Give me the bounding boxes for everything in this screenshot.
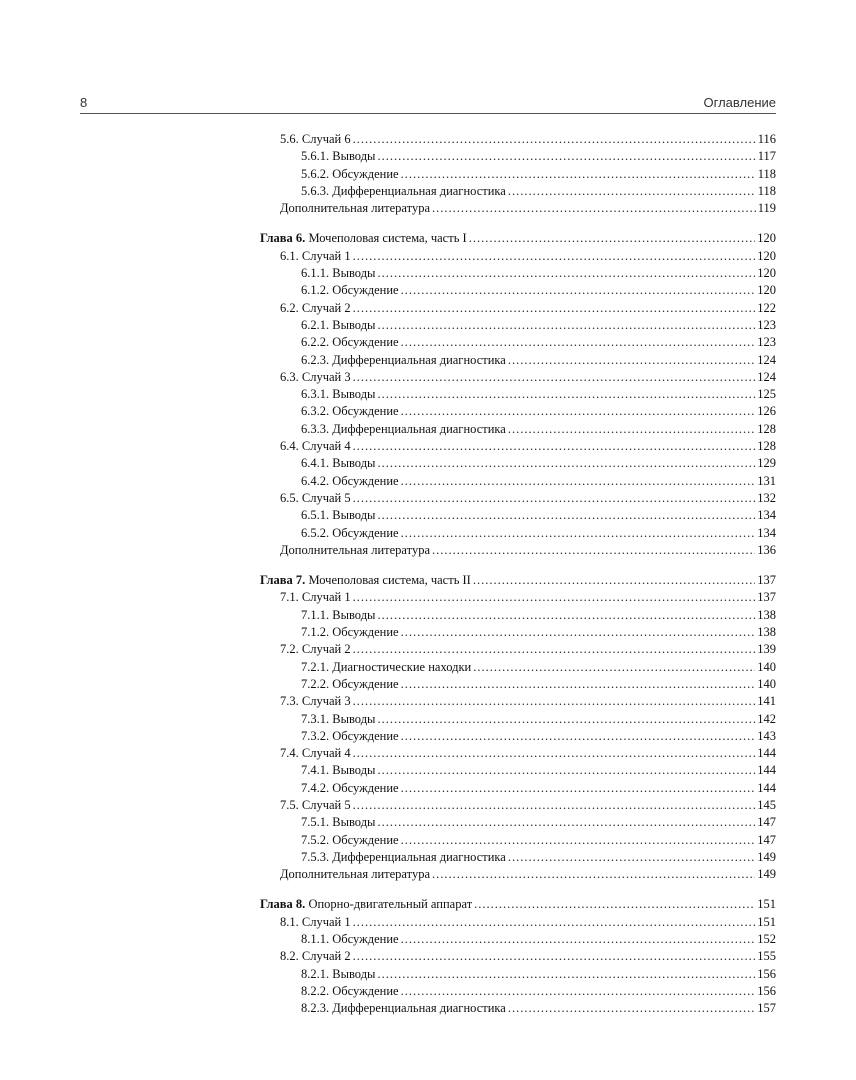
toc-entry-label: 5.6.3. Дифференциальная диагностика	[301, 183, 506, 198]
chapter-prefix: Глава 6.	[260, 231, 306, 246]
toc-page-number: 119	[757, 201, 776, 216]
toc-group	[260, 896, 776, 1017]
toc-entry-label: 6.4.2. Обсуждение	[301, 473, 399, 488]
dot-leader	[401, 676, 756, 693]
toc-page-number: 152	[757, 932, 776, 947]
toc-page-number: 144	[757, 780, 776, 795]
toc-entry-label: 6.4.1. Выводы	[301, 456, 376, 471]
toc-entry-label: 6.2. Случай 2	[280, 300, 351, 315]
toc-page-number: 124	[757, 369, 776, 384]
dot-leader	[469, 230, 756, 247]
dot-leader	[473, 572, 755, 589]
dot-leader	[353, 797, 756, 814]
dot-leader	[353, 490, 756, 507]
toc-entry-label	[260, 230, 467, 247]
toc-entry-label: 6.3.3. Дифференциальная диагностика	[301, 421, 506, 436]
toc-page-number: 120	[757, 266, 776, 281]
toc-entry	[260, 403, 776, 420]
toc-entry	[260, 300, 776, 317]
toc-entry	[260, 507, 776, 524]
toc-entry-label: 7.3.2. Обсуждение	[301, 728, 399, 743]
toc-page-number: 143	[757, 728, 776, 743]
toc-entry	[260, 131, 776, 148]
dot-leader	[353, 248, 756, 265]
toc-entry-label	[260, 572, 471, 589]
toc-entry-label: 7.5.3. Дифференциальная диагностика	[301, 849, 506, 864]
toc-entry-label: 7.5.1. Выводы	[301, 815, 376, 830]
toc-entry-label: 8.1. Случай 1	[280, 914, 351, 929]
toc-entry	[260, 183, 776, 200]
toc-entry	[260, 866, 776, 883]
toc-entry-label: 5.6. Случай 6	[280, 132, 351, 146]
toc-entry-label: 7.2. Случай 2	[280, 642, 351, 657]
toc-page-number: 138	[757, 607, 776, 622]
toc-page-number: 142	[757, 711, 776, 726]
toc-entry	[260, 814, 776, 831]
toc-entry-label	[260, 896, 472, 913]
chapter-title: Опорно-двигательный аппарат	[305, 897, 473, 912]
toc-group	[260, 131, 776, 217]
toc-page-number: 144	[757, 763, 776, 778]
toc-chapter-entry	[260, 896, 776, 913]
toc-entry-label: 7.1. Случай 1	[280, 590, 351, 605]
dot-leader	[432, 542, 755, 559]
toc-entry-label: 7.5.2. Обсуждение	[301, 832, 399, 847]
toc-page-number: 120	[757, 231, 776, 246]
dot-leader	[432, 866, 755, 883]
toc-entry	[260, 711, 776, 728]
toc-entry	[260, 542, 776, 559]
toc-entry	[260, 624, 776, 641]
toc-page-number: 132	[757, 490, 776, 505]
toc-entry	[260, 966, 776, 983]
toc-entry	[260, 607, 776, 624]
dot-leader	[377, 711, 755, 728]
dot-leader	[353, 369, 756, 386]
toc-entry	[260, 369, 776, 386]
dot-leader	[353, 641, 756, 658]
toc-entry-label: 8.1.1. Обсуждение	[301, 932, 399, 947]
dot-leader	[401, 282, 756, 299]
toc-page-number: 139	[757, 642, 776, 657]
toc-entry	[260, 352, 776, 369]
dot-leader	[353, 131, 756, 148]
dot-leader	[353, 438, 756, 455]
toc-page-number: 140	[757, 676, 776, 691]
toc-entry	[260, 166, 776, 183]
toc-entry	[260, 248, 776, 265]
toc-entry-label: 7.1.1. Выводы	[301, 607, 376, 622]
toc-page-number: 123	[757, 317, 776, 332]
toc-entry	[260, 200, 776, 217]
toc-entry	[260, 745, 776, 762]
toc-entry-label: 7.3.1. Выводы	[301, 711, 376, 726]
toc-entry	[260, 659, 776, 676]
toc-entry-label: 6.4. Случай 4	[280, 439, 351, 454]
page-header	[80, 95, 776, 113]
dot-leader	[353, 300, 756, 317]
toc-entry	[260, 931, 776, 948]
toc-entry-label: 7.4.2. Обсуждение	[301, 780, 399, 795]
toc-entry-label: 8.2. Случай 2	[280, 949, 351, 964]
toc-entry	[260, 490, 776, 507]
dot-leader	[401, 983, 756, 1000]
dot-leader	[353, 589, 756, 606]
toc-entry	[260, 641, 776, 658]
toc-page-number: 122	[757, 300, 776, 315]
toc-entry	[260, 386, 776, 403]
dot-leader	[401, 931, 756, 948]
toc-page-number: 157	[757, 1001, 776, 1016]
toc-entry-label: 6.5.2. Обсуждение	[301, 525, 399, 540]
toc-entry	[260, 780, 776, 797]
toc-group	[260, 572, 776, 883]
toc-entry-label: 6.2.1. Выводы	[301, 317, 376, 332]
toc-page-number: 145	[757, 797, 776, 812]
toc-entry-label: 6.1.1. Выводы	[301, 266, 376, 281]
dot-leader	[401, 403, 756, 420]
dot-leader	[377, 966, 755, 983]
toc-entry-label: 6.2.2. Обсуждение	[301, 335, 399, 350]
dot-leader	[353, 914, 756, 931]
toc-page-number: 149	[757, 867, 776, 882]
toc-entry-label: 6.3.1. Выводы	[301, 387, 376, 402]
toc-entry-label: Дополнительная литература	[280, 201, 430, 216]
toc-page-number: 149	[757, 849, 776, 864]
toc-entry-label: 6.1. Случай 1	[280, 248, 351, 263]
dot-leader	[401, 832, 756, 849]
page-number: 8	[80, 95, 88, 110]
toc-page-number: 134	[757, 525, 776, 540]
toc-entry	[260, 762, 776, 779]
dot-leader	[401, 728, 756, 745]
toc-page-number: 125	[757, 387, 776, 402]
toc-page-number: 120	[757, 248, 776, 263]
toc-page-number: 151	[757, 897, 776, 912]
toc-entry-label: 7.2.2. Обсуждение	[301, 676, 399, 691]
dot-leader	[377, 814, 755, 831]
toc-entry	[260, 265, 776, 282]
toc-entry-label: 5.6.2. Обсуждение	[301, 166, 399, 181]
toc-page-number: 134	[757, 508, 776, 523]
dot-leader	[401, 624, 756, 641]
toc-page-number: 128	[757, 421, 776, 436]
dot-leader	[377, 148, 755, 165]
dot-leader	[401, 525, 756, 542]
toc-page-number: 131	[757, 473, 776, 488]
toc-page-number: 155	[757, 949, 776, 964]
toc-entry-label: 8.2.1. Выводы	[301, 966, 376, 981]
toc-entry-label: Дополнительная литература	[280, 542, 430, 557]
toc-entry	[260, 728, 776, 745]
toc-page-number: 144	[757, 746, 776, 761]
toc-entry-label: 7.1.2. Обсуждение	[301, 625, 399, 640]
running-title: Оглавление	[703, 95, 776, 110]
toc-entry-label: 7.3. Случай 3	[280, 694, 351, 709]
toc-page-number: 123	[757, 335, 776, 350]
dot-leader	[377, 507, 755, 524]
chapter-prefix: Глава 7.	[260, 573, 306, 588]
toc-entry	[260, 948, 776, 965]
chapter-title: Мочеполовая система, часть II	[305, 573, 471, 588]
toc-entry	[260, 282, 776, 299]
toc-entry	[260, 914, 776, 931]
toc-entry	[260, 589, 776, 606]
toc-entry	[260, 797, 776, 814]
toc-entry	[260, 473, 776, 490]
dot-leader	[353, 745, 756, 762]
toc-page-number: 117	[757, 149, 776, 164]
toc-entry-label: 8.2.3. Дифференциальная диагностика	[301, 1001, 506, 1016]
toc-entry	[260, 438, 776, 455]
dot-leader	[508, 849, 755, 866]
dot-leader	[432, 200, 756, 217]
dot-leader	[353, 948, 756, 965]
table-of-contents	[260, 131, 776, 1031]
toc-entry	[260, 421, 776, 438]
dot-leader	[473, 659, 755, 676]
dot-leader	[377, 317, 755, 334]
chapter-title: Мочеполовая система, часть I	[305, 231, 467, 246]
toc-page-number: 156	[757, 983, 776, 998]
toc-entry-label: 6.1.2. Обсуждение	[301, 283, 399, 298]
toc-page-number: 126	[757, 404, 776, 419]
toc-entry	[260, 455, 776, 472]
toc-entry-label: Дополнительная литература	[280, 867, 430, 882]
toc-page-number: 147	[757, 832, 776, 847]
toc-page-number: 140	[757, 659, 776, 674]
dot-leader	[508, 183, 756, 200]
toc-page-number: 147	[757, 815, 776, 830]
toc-page-number: 141	[757, 694, 776, 709]
toc-entry-label: 6.5. Случай 5	[280, 490, 351, 505]
toc-page-number: 137	[757, 573, 776, 588]
toc-page-number: 138	[757, 625, 776, 640]
toc-entry	[260, 832, 776, 849]
toc-entry-label: 6.5.1. Выводы	[301, 508, 376, 523]
toc-page-number: 128	[757, 439, 776, 454]
toc-entry	[260, 849, 776, 866]
toc-entry	[260, 983, 776, 1000]
dot-leader	[401, 473, 756, 490]
toc-entry	[260, 334, 776, 351]
toc-entry-label: 6.3.2. Обсуждение	[301, 404, 399, 419]
dot-leader	[401, 334, 756, 351]
dot-leader	[401, 166, 756, 183]
header-rule	[80, 113, 776, 114]
toc-page-number: 151	[757, 914, 776, 929]
toc-page-number: 118	[757, 166, 776, 181]
chapter-prefix: Глава 8.	[260, 897, 306, 912]
dot-leader	[377, 762, 755, 779]
toc-page-number: 124	[757, 352, 776, 367]
dot-leader	[508, 421, 755, 438]
toc-entry-label: 6.3. Случай 3	[280, 369, 351, 384]
dot-leader	[353, 693, 756, 710]
dot-leader	[401, 780, 756, 797]
toc-page-number: 129	[757, 456, 776, 471]
toc-page-number: 156	[757, 966, 776, 981]
toc-page-number: 136	[757, 542, 776, 557]
toc-entry-label: 7.4.1. Выводы	[301, 763, 376, 778]
dot-leader	[377, 265, 755, 282]
toc-page-number: 118	[757, 183, 776, 198]
dot-leader	[474, 896, 755, 913]
toc-entry	[260, 693, 776, 710]
dot-leader	[377, 455, 755, 472]
dot-leader	[508, 1000, 755, 1017]
toc-entry	[260, 1000, 776, 1017]
toc-entry-label: 5.6.1. Выводы	[301, 149, 376, 164]
dot-leader	[508, 352, 755, 369]
dot-leader	[377, 386, 755, 403]
toc-entry-label: 7.2.1. Диагностические находки	[301, 659, 472, 674]
dot-leader	[377, 607, 755, 624]
toc-page-number: 116	[757, 132, 776, 146]
toc-chapter-entry	[260, 230, 776, 247]
toc-entry-label: 7.4. Случай 4	[280, 746, 351, 761]
toc-entry	[260, 676, 776, 693]
toc-chapter-entry	[260, 572, 776, 589]
toc-page-number: 137	[757, 590, 776, 605]
toc-entry	[260, 525, 776, 542]
toc-entry	[260, 148, 776, 165]
toc-group	[260, 230, 776, 559]
toc-entry-label: 7.5. Случай 5	[280, 797, 351, 812]
toc-page-number: 120	[757, 283, 776, 298]
toc-entry	[260, 317, 776, 334]
toc-entry-label: 6.2.3. Дифференциальная диагностика	[301, 352, 506, 367]
toc-entry-label: 8.2.2. Обсуждение	[301, 983, 399, 998]
